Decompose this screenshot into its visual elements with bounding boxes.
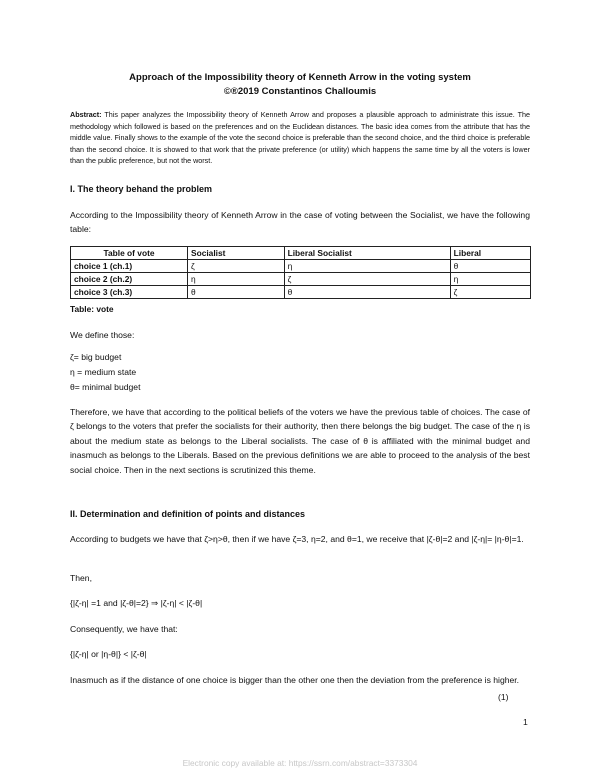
table-cell: ζ [450, 286, 530, 299]
table-cell: θ [450, 260, 530, 273]
table-cell: η [450, 273, 530, 286]
table-row [71, 260, 531, 273]
table-row [71, 286, 531, 299]
table-cell: ζ [284, 273, 450, 286]
table-row-label: choice 1 (ch.1) [71, 260, 188, 273]
ssrn-footer-text: Electronic copy available at: https://ssrn.com/abstract=3373304 [182, 758, 418, 768]
definition-item: θ= minimal budget [70, 382, 141, 392]
table-row-label: choice 2 (ch.2) [71, 273, 188, 286]
table-header-cell: Liberal Socialist [284, 247, 450, 260]
paper-title: Approach of the Impossibility theory of Kenneth Arrow in the voting system [129, 72, 471, 83]
then-label: Then, [70, 573, 92, 583]
equation-number: (1) [498, 692, 509, 702]
section-2-heading: II. Determination and definition of points and distances [70, 509, 306, 519]
definitions-intro: We define those: [70, 330, 135, 340]
table-caption: Table: vote [70, 304, 114, 314]
table-header-cell: Table of vote [71, 247, 188, 260]
table-row-label: choice 3 (ch.3) [71, 286, 188, 299]
section-1-intro: According to the Impossibility theory of Kenneth Arrow in the case of voting between the Socialist, we have the following table: [70, 210, 530, 235]
table-header-cell: Liberal [450, 247, 530, 260]
table-cell: ζ [188, 260, 285, 273]
table-cell: θ [188, 286, 285, 299]
consequently-label: Consequently, we have that: [70, 624, 178, 634]
copyright-author-line: ©®2019 Constantinos Challoumis [223, 86, 377, 97]
table-header-cell: Socialist [188, 247, 285, 260]
table-cell: η [188, 273, 285, 286]
paragraph-budgets: According to budgets we have that ζ>η>θ, then if we have ζ=3, η=2, and θ=1, we receive that |ζ-θ|=2 and |ζ-η|= |η-θ|=1. [70, 534, 524, 544]
abstract [70, 109, 530, 167]
vote-table [70, 246, 531, 299]
section-1-heading: I. The theory behand the problem [70, 184, 213, 194]
paragraph-distance-deviation: Inasmuch as if the distance of one choice is bigger than the other one then the deviation from the preference is higher. [70, 675, 520, 685]
table-cell: θ [284, 286, 450, 299]
table-header-row [71, 247, 531, 260]
table-row [71, 273, 531, 286]
paragraph-political-beliefs: Therefore, we have that according to the political beliefs of the voters we have the previous table of choices. The case of ζ belongs to the voters that prefer the socialists for their authority, then there belongs the big budget. The case of the η is about the medium state as belongs to the Liberal socialists. The case of θ is affiliated with the minimal budget and inasmuch as belongs to the Liberals. Based on the previous definitions we are able to proceed to the analysis of the best social choice. Then in the next sections is scrutinized this theme. [70, 407, 530, 475]
abstract-text: This paper analyzes the Impossibility theory of Kenneth Arrow and proposes a plausible approach to administrate this issue. The methodology which followed is based on the preferences and on the Euclidean distances. The basic idea comes from the attribute that has the middle value. Finally shows to the example of the vote the second choice is preferable than the second choice, and the third choice is preferable than the second choice. It is showed to that work that the private preference (or utility) which happens the same time by all the voters is lower than the public preference, but not the worst. [70, 110, 530, 166]
definition-item: ζ= big budget [70, 352, 122, 362]
definition-item: η = medium state [70, 367, 137, 377]
table-cell: η [284, 260, 450, 273]
page-number: 1 [523, 717, 528, 727]
abstract-label: Abstract: [70, 110, 102, 119]
formula-2: {|ζ-η| or |η-θ|} < |ζ-θ| [70, 649, 147, 659]
formula-1: {|ζ-η| =1 and |ζ-θ|=2} ⇒ |ζ-η| < |ζ-θ| [70, 598, 203, 608]
